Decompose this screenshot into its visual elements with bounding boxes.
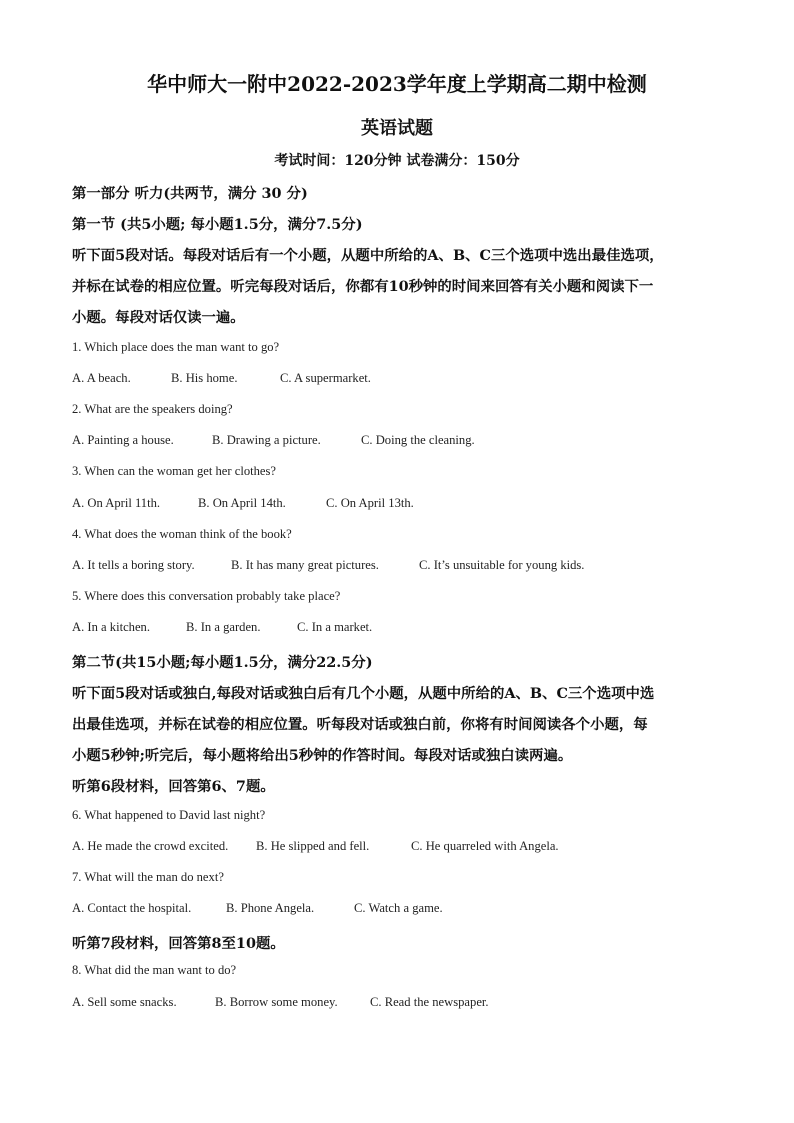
- option-c: C. A supermarket.: [280, 371, 371, 385]
- question-7: 7. What will the man do next?: [72, 870, 224, 884]
- option-a: A. It tells a boring story.: [72, 558, 195, 572]
- question-8-options: [72, 995, 489, 1010]
- question-4: 4. What does the woman think of the book?: [72, 527, 292, 541]
- subject-title: 英语试题: [361, 118, 433, 139]
- question-3: 3. When can the woman get her clothes?: [72, 464, 276, 478]
- option-b: B. Borrow some money.: [215, 995, 338, 1009]
- option-a: A. A beach.: [72, 371, 131, 385]
- material-7-heading: 听第7段材料，回答第8至10题。: [72, 935, 285, 952]
- question-7-options: [72, 901, 443, 916]
- question-4-options: [72, 558, 584, 573]
- section2-heading: 第二节(共15小题;每小题1.5分，满分22.5分): [72, 654, 373, 671]
- option-c: C. In a market.: [297, 620, 373, 634]
- section1-heading: 第一节 (共5小题; 每小题1.5分，满分7.5分): [72, 216, 363, 233]
- option-a: A. In a kitchen.: [72, 620, 150, 634]
- exam-title: 华中师大一附中2022-2023学年度上学期高二期中检测: [147, 72, 647, 96]
- part1-heading: 第一部分 听力(共两节，满分 30 分): [72, 185, 308, 202]
- question-2: 2. What are the speakers doing?: [72, 402, 233, 416]
- question-1: 1. Which place does the man want to go?: [72, 340, 280, 354]
- section1-instruction-line: 小题。每段对话仅读一遍。: [72, 309, 245, 326]
- option-b: B. His home.: [171, 371, 238, 385]
- material-6-heading: 听第6段材料，回答第6、7题。: [72, 778, 275, 795]
- option-c: C. It’s unsuitable for young kids.: [419, 558, 585, 572]
- section2-instruction-line: 小题5秒钟;听完后，每小题将给出5秒钟的作答时间。每段对话或独白读两遍。: [72, 747, 573, 764]
- section1-instruction-line: 并标在试卷的相应位置。听完每段对话后，你都有10秒钟的时间来回答有关小题和阅读下一: [72, 278, 654, 295]
- option-b: B. Drawing a picture.: [212, 433, 321, 447]
- option-c: C. On April 13th.: [326, 496, 414, 510]
- option-c: C. Watch a game.: [354, 901, 443, 915]
- option-a: A. He made the crowd excited.: [72, 839, 229, 853]
- question-8: 8. What did the man want to do?: [72, 963, 237, 977]
- option-a: A. Painting a house.: [72, 433, 174, 447]
- option-a: A. Contact the hospital.: [72, 901, 192, 915]
- question-2-options: [72, 433, 475, 448]
- option-c: C. Read the newspaper.: [370, 995, 489, 1009]
- section1-instruction-line: 听下面5段对话。每段对话后有一个小题，从题中所给的A、B、C三个选项中选出最佳选项，: [72, 247, 664, 264]
- option-b: B. He slipped and fell.: [256, 839, 370, 853]
- option-c: C. Doing the cleaning.: [361, 433, 475, 447]
- option-b: B. It has many great pictures.: [231, 558, 379, 572]
- question-5: 5. Where does this conversation probably take place?: [72, 589, 341, 603]
- option-a: A. On April 11th.: [72, 496, 161, 510]
- option-b: B. On April 14th.: [198, 496, 286, 510]
- section2-instruction-line: 听下面5段对话或独白,每段对话或独白后有几个小题，从题中所给的A、B、C三个选项中选: [72, 685, 655, 702]
- question-1-options: [72, 371, 371, 386]
- exam-info: 考试时间：120分钟 试卷满分：150分: [274, 153, 520, 169]
- option-c: C. He quarreled with Angela.: [411, 839, 559, 853]
- section2-instruction-line: 出最佳选项，并标在试卷的相应位置。听每段对话或独白前，你将有时间阅读各个小题，每: [72, 716, 648, 733]
- option-b: B. Phone Angela.: [226, 901, 315, 915]
- option-a: A. Sell some snacks.: [72, 995, 177, 1009]
- question-3-options: [72, 496, 414, 511]
- question-5-options: [72, 620, 372, 635]
- question-6-options: [72, 839, 559, 854]
- option-b: B. In a garden.: [186, 620, 261, 634]
- question-6: 6. What happened to David last night?: [72, 808, 266, 822]
